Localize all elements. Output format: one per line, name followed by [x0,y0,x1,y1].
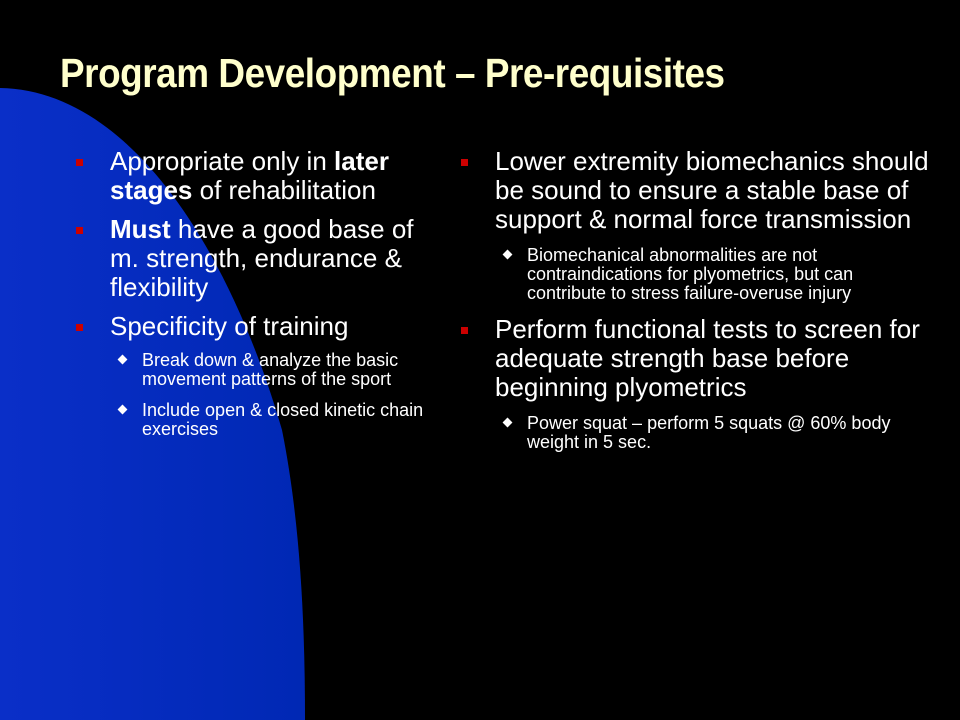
bullet-must-have-base: Must have a good base of m. strength, endurance & flexibility [72,215,432,302]
bullet-appropriate-stages: Appropriate only in later stages of rehabilitation [72,147,432,205]
square-bullet-icon [76,324,83,331]
sub-bullet-biomechanical-abnormalities: Biomechanical abnormalities are not contraindications for plyometrics, but can contribute to stress failure-overuse injury [501,246,901,303]
diamond-bullet-icon [118,405,128,415]
bullet-lower-extremity: Lower extremity biomechanics should be sound to ensure a stable base of support & normal force transmission [457,147,937,234]
bullet-functional-tests: Perform functional tests to screen for adequate strength base before beginning plyometrics [457,315,937,402]
diamond-bullet-icon [503,418,513,428]
bullet-specificity-of-training: Specificity of training [72,312,432,341]
right-column [457,147,937,464]
square-bullet-icon [76,159,83,166]
slide-title: Program Development – Pre-requisites [60,50,725,96]
left-column [72,147,432,451]
sub-bullet-open-closed-chain: Include open & closed kinetic chain exercises [116,401,432,439]
square-bullet-icon [461,159,468,166]
square-bullet-icon [461,327,468,334]
sub-bullet-break-down: Break down & analyze the basic movement patterns of the sport [116,351,432,389]
diamond-bullet-icon [503,250,513,260]
sub-bullet-power-squat: Power squat – perform 5 squats @ 60% body weight in 5 sec. [501,414,901,452]
diamond-bullet-icon [118,355,128,365]
square-bullet-icon [76,227,83,234]
